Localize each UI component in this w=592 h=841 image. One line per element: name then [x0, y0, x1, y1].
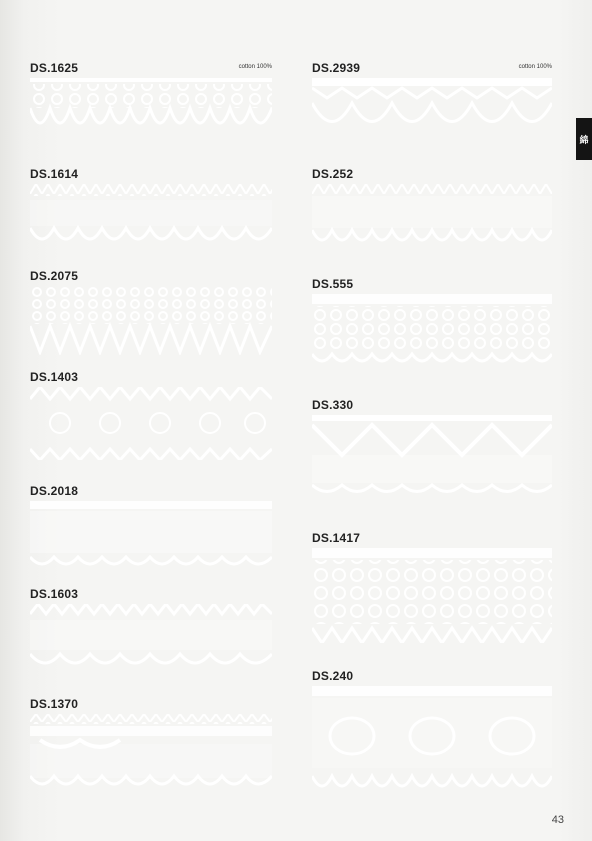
lace-item-ds2939[interactable] — [312, 61, 552, 141]
product-code: DS.2075 — [30, 269, 79, 283]
lace-sample-image — [312, 686, 552, 796]
lace-sample-image — [30, 714, 272, 792]
product-code: DS.240 — [312, 669, 354, 683]
lace-item-ds1370[interactable] — [30, 697, 272, 792]
product-code: DS.1614 — [30, 167, 79, 181]
material-label: cotton 100% — [238, 64, 272, 70]
lace-sample-image — [312, 415, 552, 498]
product-code: DS.330 — [312, 398, 354, 412]
product-code: DS.1603 — [30, 587, 79, 601]
lace-item-ds1417[interactable] — [312, 531, 552, 643]
lace-item-ds1403[interactable] — [30, 370, 272, 460]
lace-item-ds2018[interactable] — [30, 484, 272, 573]
lace-item-ds240[interactable] — [312, 669, 552, 796]
product-code: DS.1370 — [30, 697, 79, 711]
section-tab-label: 綿 — [579, 134, 589, 145]
lace-item-ds1614[interactable] — [30, 167, 272, 253]
lace-sample-image — [312, 184, 552, 250]
lace-sample-image — [312, 548, 552, 643]
product-code: DS.2018 — [30, 484, 79, 498]
lace-sample-image — [30, 78, 272, 141]
lace-sample-image — [30, 286, 272, 355]
product-code: DS.1625 — [30, 61, 79, 75]
lace-sample-image — [30, 604, 272, 672]
lace-item-ds2075[interactable] — [30, 269, 272, 355]
product-code: DS.555 — [312, 277, 354, 291]
section-tab-cotton[interactable] — [576, 118, 592, 160]
lace-sample-image — [30, 387, 272, 460]
lace-sample-image — [30, 184, 272, 251]
product-code: DS.252 — [312, 167, 354, 181]
lace-item-ds1625[interactable] — [30, 61, 272, 143]
lace-sample-image — [312, 78, 552, 141]
product-code: DS.1403 — [30, 370, 79, 384]
lace-item-ds330[interactable] — [312, 398, 552, 498]
product-code: DS.1417 — [312, 531, 361, 545]
lace-sample-image — [30, 501, 272, 573]
lace-item-ds252[interactable] — [312, 167, 552, 250]
lace-item-ds555[interactable] — [312, 277, 552, 368]
product-code: DS.2939 — [312, 61, 361, 75]
lace-sample-image — [312, 294, 552, 368]
lace-item-ds1603[interactable] — [30, 587, 272, 672]
material-label: cotton 100% — [518, 64, 552, 70]
page-number: 43 — [551, 814, 564, 826]
